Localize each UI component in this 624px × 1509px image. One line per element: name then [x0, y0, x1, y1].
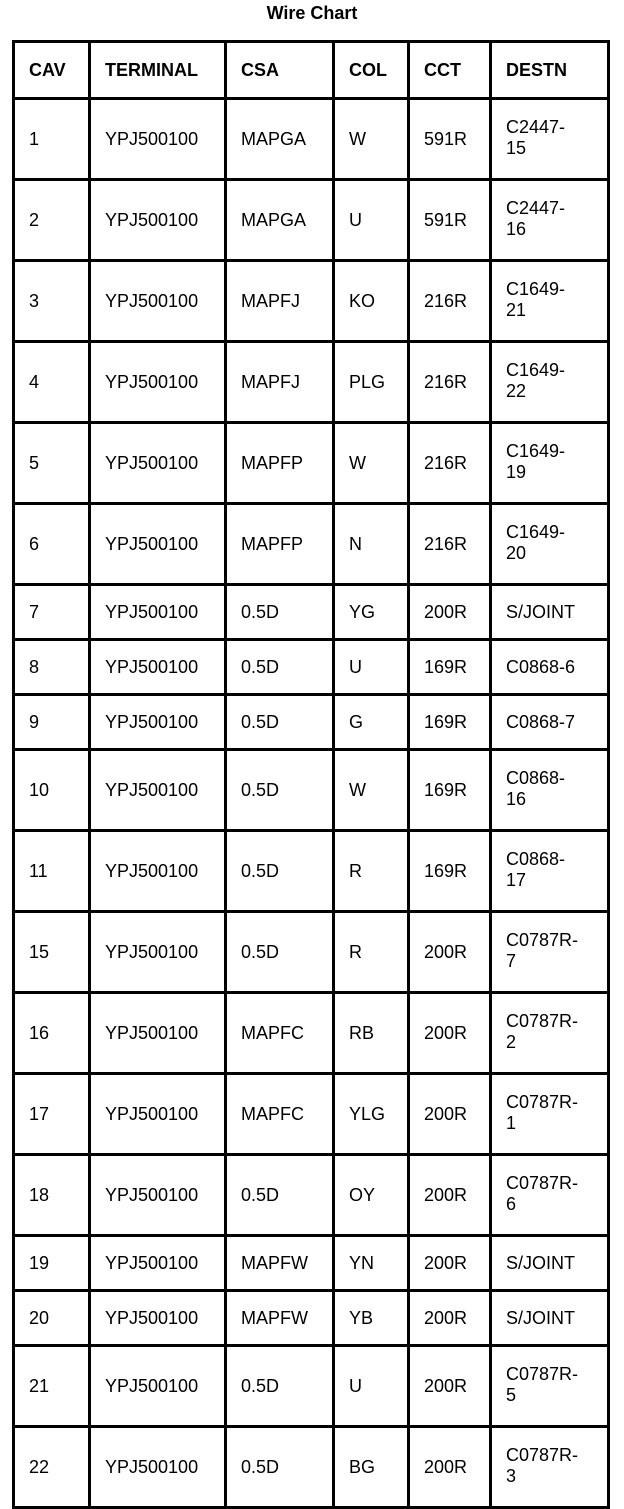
destn-line: 16: [506, 788, 527, 809]
header-cct: CCT: [410, 43, 492, 100]
destn-line: 20: [506, 542, 527, 563]
header-row: [15, 43, 610, 100]
table-row: [15, 1347, 610, 1428]
header-col: COL: [335, 43, 410, 100]
table-row: [15, 913, 610, 994]
table-row: [15, 343, 610, 424]
table-row: [15, 832, 610, 913]
cell-cct: 216R: [410, 343, 492, 424]
cell-col: W: [335, 751, 410, 832]
cell-cct: 591R: [410, 100, 492, 181]
destn-line: C1649-: [506, 521, 566, 542]
cell-csa: MAPFW: [227, 1237, 335, 1292]
cell-col: R: [335, 913, 410, 994]
cell-col: BG: [335, 1428, 410, 1509]
destn-line: C0868-7: [506, 711, 576, 732]
cell-csa: 0.5D: [227, 1428, 335, 1509]
cell-destn: [492, 424, 610, 505]
cell-csa: 0.5D: [227, 1156, 335, 1237]
cell-cct: 169R: [410, 641, 492, 696]
cell-csa: MAPFJ: [227, 343, 335, 424]
cell-cct: 200R: [410, 1292, 492, 1347]
cell-col: PLG: [335, 343, 410, 424]
cell-cct: 169R: [410, 696, 492, 751]
cell-cct: 200R: [410, 1428, 492, 1509]
cell-destn: [492, 100, 610, 181]
cell-cct: 169R: [410, 832, 492, 913]
destn-line: C0868-: [506, 848, 566, 869]
destn-line: 21: [506, 299, 527, 320]
cell-cav: 17: [15, 1075, 91, 1156]
cell-col: YG: [335, 586, 410, 641]
cell-destn: [492, 751, 610, 832]
table-row: [15, 1237, 610, 1292]
cell-col: N: [335, 505, 410, 586]
cell-cct: 216R: [410, 262, 492, 343]
cell-col: RB: [335, 994, 410, 1075]
cell-terminal: YPJ500100: [91, 832, 227, 913]
cell-cct: 200R: [410, 1156, 492, 1237]
cell-csa: MAPFC: [227, 994, 335, 1075]
cell-csa: MAPFJ: [227, 262, 335, 343]
table-row: [15, 1075, 610, 1156]
cell-terminal: YPJ500100: [91, 1292, 227, 1347]
cell-csa: MAPFC: [227, 1075, 335, 1156]
table-row: [15, 505, 610, 586]
cell-cct: 200R: [410, 994, 492, 1075]
cell-csa: MAPGA: [227, 181, 335, 262]
cell-cav: 20: [15, 1292, 91, 1347]
table-body: [15, 100, 610, 1509]
cell-terminal: YPJ500100: [91, 181, 227, 262]
cell-col: U: [335, 641, 410, 696]
destn-line: 1: [506, 1112, 517, 1133]
cell-terminal: YPJ500100: [91, 1347, 227, 1428]
cell-terminal: YPJ500100: [91, 1237, 227, 1292]
cell-col: KO: [335, 262, 410, 343]
cell-destn: [492, 586, 610, 641]
destn-line: C1649-: [506, 278, 566, 299]
destn-line: 7: [506, 950, 517, 971]
cell-terminal: YPJ500100: [91, 1428, 227, 1509]
cell-cav: 9: [15, 696, 91, 751]
destn-line: C0868-: [506, 767, 566, 788]
cell-csa: 0.5D: [227, 751, 335, 832]
cell-cct: 216R: [410, 505, 492, 586]
header-cav: CAV: [15, 43, 91, 100]
cell-terminal: YPJ500100: [91, 586, 227, 641]
cell-cav: 21: [15, 1347, 91, 1428]
cell-col: G: [335, 696, 410, 751]
cell-csa: 0.5D: [227, 696, 335, 751]
cell-terminal: YPJ500100: [91, 1156, 227, 1237]
destn-line: C1649-: [506, 440, 566, 461]
destn-line: S/JOINT: [506, 1307, 576, 1328]
cell-csa: MAPFW: [227, 1292, 335, 1347]
cell-col: R: [335, 832, 410, 913]
cell-terminal: YPJ500100: [91, 343, 227, 424]
destn-line: C0787R-: [506, 1444, 579, 1465]
cell-cav: 19: [15, 1237, 91, 1292]
header-csa: CSA: [227, 43, 335, 100]
cell-destn: [492, 505, 610, 586]
destn-line: C0787R-: [506, 1010, 579, 1031]
cell-destn: [492, 641, 610, 696]
destn-line: C0787R-: [506, 1091, 579, 1112]
cell-cav: 4: [15, 343, 91, 424]
cell-destn: [492, 1428, 610, 1509]
cell-cav: 16: [15, 994, 91, 1075]
table-row: [15, 1156, 610, 1237]
cell-terminal: YPJ500100: [91, 913, 227, 994]
cell-destn: [492, 181, 610, 262]
cell-col: W: [335, 424, 410, 505]
cell-col: U: [335, 181, 410, 262]
cell-terminal: YPJ500100: [91, 505, 227, 586]
cell-terminal: YPJ500100: [91, 262, 227, 343]
destn-line: C1649-: [506, 359, 566, 380]
destn-line: 19: [506, 461, 527, 482]
wire-chart-table: [12, 40, 610, 1509]
cell-cct: 200R: [410, 586, 492, 641]
table-row: [15, 100, 610, 181]
cell-col: YLG: [335, 1075, 410, 1156]
cell-cav: 6: [15, 505, 91, 586]
cell-destn: [492, 994, 610, 1075]
cell-col: YB: [335, 1292, 410, 1347]
table-row: [15, 1428, 610, 1509]
cell-cct: 200R: [410, 913, 492, 994]
cell-cav: 15: [15, 913, 91, 994]
cell-csa: 0.5D: [227, 832, 335, 913]
cell-terminal: YPJ500100: [91, 424, 227, 505]
cell-csa: MAPFP: [227, 424, 335, 505]
cell-terminal: YPJ500100: [91, 751, 227, 832]
destn-line: C0787R-: [506, 1172, 579, 1193]
destn-line: C0787R-: [506, 929, 579, 950]
destn-line: C0787R-: [506, 1363, 579, 1384]
cell-csa: 0.5D: [227, 1347, 335, 1428]
table-row: [15, 1292, 610, 1347]
header-terminal: TERMINAL: [91, 43, 227, 100]
cell-cav: 18: [15, 1156, 91, 1237]
cell-destn: [492, 262, 610, 343]
destn-line: 6: [506, 1193, 517, 1214]
cell-cct: 200R: [410, 1237, 492, 1292]
cell-col: YN: [335, 1237, 410, 1292]
destn-line: 3: [506, 1465, 517, 1486]
table-row: [15, 586, 610, 641]
cell-cav: 3: [15, 262, 91, 343]
cell-cct: 216R: [410, 424, 492, 505]
table-row: [15, 262, 610, 343]
destn-line: S/JOINT: [506, 1252, 576, 1273]
cell-col: OY: [335, 1156, 410, 1237]
cell-terminal: YPJ500100: [91, 100, 227, 181]
cell-col: U: [335, 1347, 410, 1428]
table-row: [15, 994, 610, 1075]
cell-cav: 10: [15, 751, 91, 832]
destn-line: 2: [506, 1031, 517, 1052]
destn-line: 22: [506, 380, 527, 401]
cell-destn: [492, 832, 610, 913]
cell-destn: [492, 1292, 610, 1347]
page-title: Wire Chart: [266, 3, 358, 23]
destn-line: 17: [506, 869, 527, 890]
destn-line: 15: [506, 137, 527, 158]
table-row: [15, 751, 610, 832]
table-row: [15, 181, 610, 262]
cell-cct: 200R: [410, 1075, 492, 1156]
table-row: [15, 424, 610, 505]
cell-terminal: YPJ500100: [91, 994, 227, 1075]
destn-line: C2447-: [506, 116, 566, 137]
table-row: [15, 641, 610, 696]
cell-destn: [492, 696, 610, 751]
cell-csa: 0.5D: [227, 913, 335, 994]
destn-line: C0868-6: [506, 656, 576, 677]
cell-cct: 169R: [410, 751, 492, 832]
cell-cct: 591R: [410, 181, 492, 262]
cell-col: W: [335, 100, 410, 181]
cell-terminal: YPJ500100: [91, 641, 227, 696]
cell-cav: 7: [15, 586, 91, 641]
cell-destn: [492, 1237, 610, 1292]
cell-cav: 8: [15, 641, 91, 696]
header-destn: DESTN: [492, 43, 610, 100]
cell-destn: [492, 913, 610, 994]
table-row: [15, 696, 610, 751]
cell-cav: 11: [15, 832, 91, 913]
destn-line: C2447-: [506, 197, 566, 218]
destn-line: 16: [506, 218, 527, 239]
cell-destn: [492, 1075, 610, 1156]
cell-cct: 200R: [410, 1347, 492, 1428]
cell-destn: [492, 1156, 610, 1237]
cell-cav: 2: [15, 181, 91, 262]
cell-csa: MAPFP: [227, 505, 335, 586]
cell-destn: [492, 1347, 610, 1428]
cell-cav: 1: [15, 100, 91, 181]
destn-line: S/JOINT: [506, 601, 576, 622]
cell-terminal: YPJ500100: [91, 1075, 227, 1156]
cell-cav: 5: [15, 424, 91, 505]
cell-cav: 22: [15, 1428, 91, 1509]
cell-csa: 0.5D: [227, 586, 335, 641]
cell-csa: MAPGA: [227, 100, 335, 181]
cell-csa: 0.5D: [227, 641, 335, 696]
destn-line: 5: [506, 1384, 517, 1405]
cell-destn: [492, 343, 610, 424]
cell-terminal: YPJ500100: [91, 696, 227, 751]
